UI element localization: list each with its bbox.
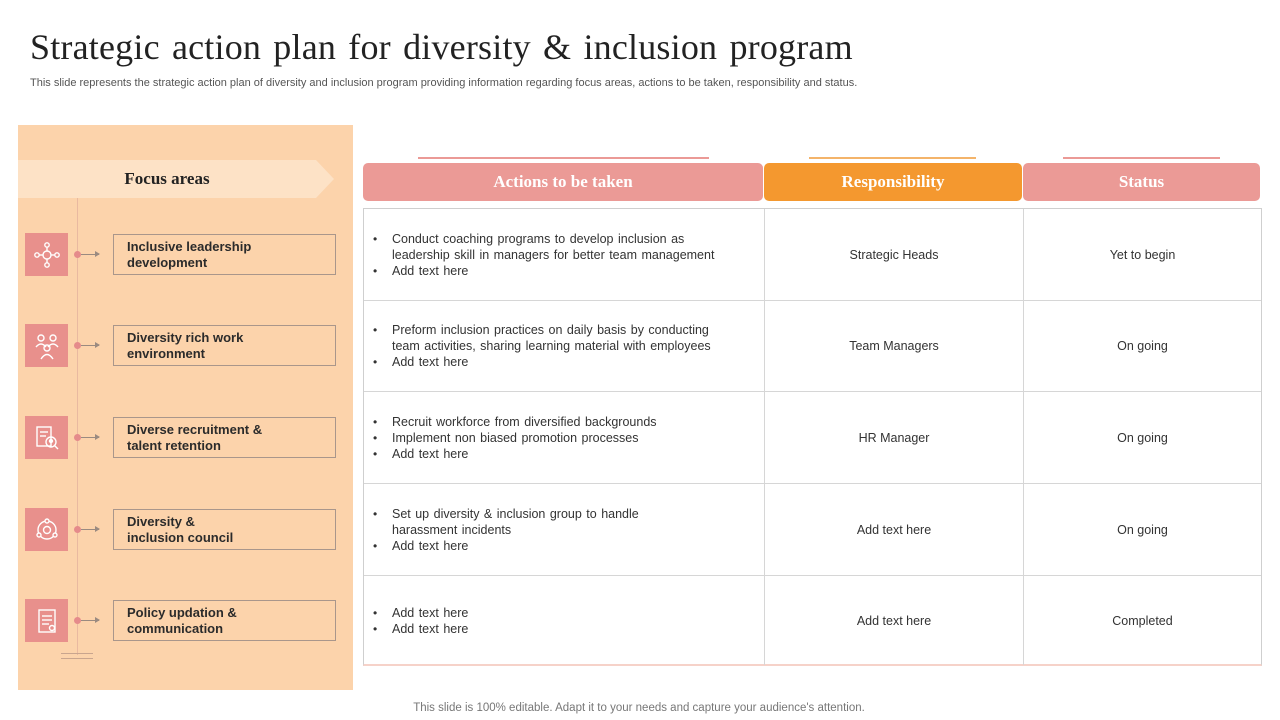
arrow-right-icon [81, 345, 99, 346]
status-cell: On going [1023, 301, 1261, 391]
slide-title: Strategic action plan for diversity & inclusion program [30, 27, 853, 67]
timeline-dot [74, 342, 81, 349]
focus-item-policy [25, 599, 343, 643]
status-cell: Yet to begin [1023, 209, 1261, 300]
responsibility-cell: Add text here [764, 576, 1023, 665]
focus-areas-header: Focus areas [18, 160, 316, 198]
responsibility-accent-line [809, 157, 976, 159]
actions-cell: • Conduct coaching programs to develop inclusion as leadership skill in managers for better team management • Add text here [373, 231, 715, 278]
actions-accent-line [418, 157, 709, 159]
timeline-end [61, 653, 93, 659]
status-cell: On going [1023, 392, 1261, 483]
policy-document-icon [25, 599, 68, 642]
status-accent-line [1063, 157, 1220, 159]
timeline-dot [74, 617, 81, 624]
responsibility-cell: Strategic Heads [764, 209, 1023, 300]
timeline-dot [74, 526, 81, 533]
footer-note: This slide is 100% editable. Adapt it to your needs and capture your audience's attention. [413, 702, 865, 714]
recruitment-search-icon [25, 416, 68, 459]
leadership-network-icon [25, 233, 68, 276]
responsibility-cell: Team Managers [764, 301, 1023, 391]
table-row [364, 209, 1261, 301]
table-row [364, 484, 1261, 576]
actions-cell: • Recruit workforce from diversified backgrounds • Implement non biased promotion processes • Add text here [373, 414, 657, 461]
timeline-dot [74, 251, 81, 258]
actions-cell: • Set up diversity & inclusion group to handle harassment incidents • Add text here [373, 506, 639, 553]
focus-item-council [25, 508, 343, 552]
focus-label: Diverse recruitment & talent retention [113, 417, 336, 458]
table-row [364, 392, 1261, 484]
status-cell: On going [1023, 484, 1261, 575]
arrow-right-icon [81, 254, 99, 255]
focus-areas-panel [18, 125, 353, 690]
responsibility-cell: Add text here [764, 484, 1023, 575]
table-row [364, 301, 1261, 392]
focus-label: Diversity & inclusion council [113, 509, 336, 550]
arrow-right-icon [81, 620, 99, 621]
responsibility-cell: HR Manager [764, 392, 1023, 483]
team-collaboration-icon [25, 324, 68, 367]
focus-item-environment [25, 324, 343, 368]
actions-cell: • Preform inclusion practices on daily basis by conducting team activities, sharing learning material with employees • Add text here [373, 323, 711, 369]
timeline-dot [74, 434, 81, 441]
focus-label: Inclusive leadership development [113, 234, 336, 275]
table-row [364, 576, 1261, 665]
actions-cell: • Add text here • Add text here [373, 605, 469, 636]
arrow-right-icon [81, 529, 99, 530]
actions-header: Actions to be taken [363, 163, 763, 201]
status-cell: Completed [1023, 576, 1261, 665]
council-cycle-icon [25, 508, 68, 551]
focus-label: Diversity rich work environment [113, 325, 336, 366]
slide-subtitle: This slide represents the strategic action plan of diversity and inclusion program providing information regarding focus areas, actions to be taken, responsibility and status. [30, 77, 858, 89]
responsibility-header: Responsibility [764, 163, 1022, 201]
action-plan-table [363, 208, 1262, 666]
focus-label: Policy updation & communication [113, 600, 336, 641]
status-header: Status [1023, 163, 1260, 201]
focus-item-leadership [25, 233, 343, 277]
focus-item-recruitment [25, 416, 343, 460]
arrow-right-icon [81, 437, 99, 438]
